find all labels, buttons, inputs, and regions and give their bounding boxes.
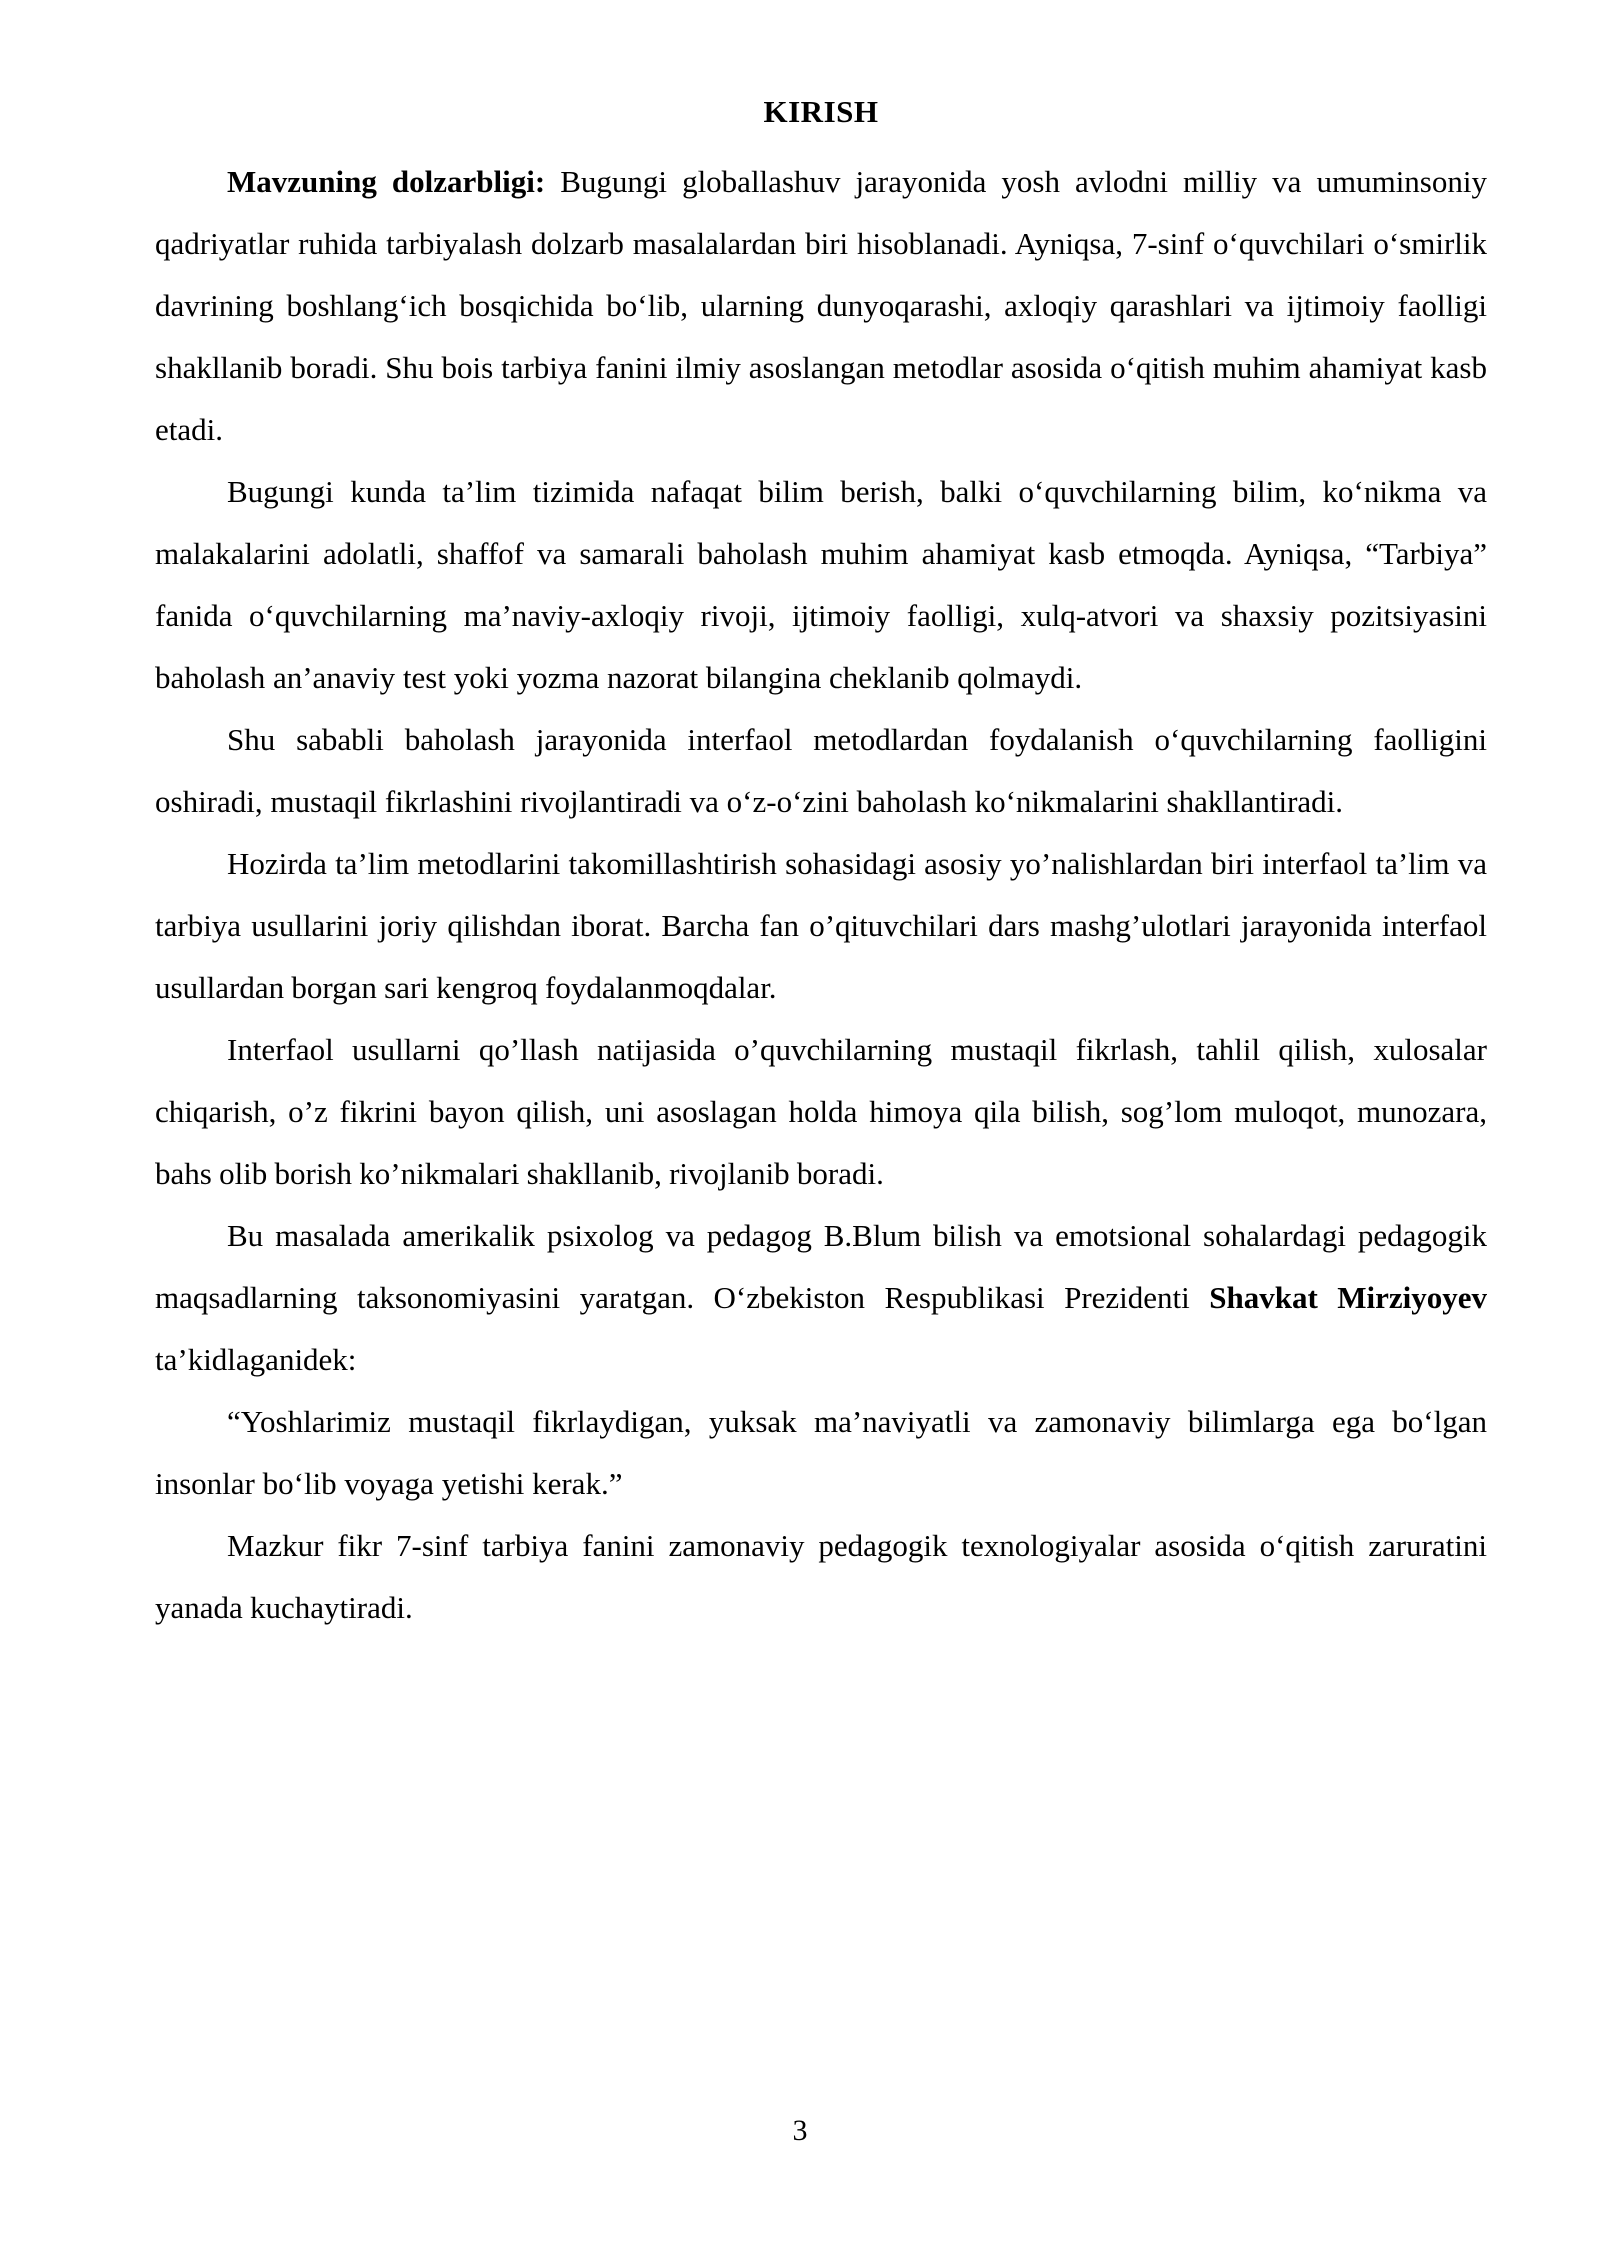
paragraph-6-bold-name: Shavkat Mirziyoyev (1209, 1280, 1487, 1315)
paragraph-6 (155, 1205, 1487, 1391)
paragraph-1-text: Bugungi globallashuv jarayonida yosh avlodni milliy va umuminsoniy qadriyatlar ruhida tarbiyalash dolzarb masalalardan biri hisoblanadi. Ayniqsa, 7-sinf o‘quvchilari o‘smirlik davrining boshlang‘ich bosqichida bo‘lib, ularning dunyoqarashi, axloqiy qarashlari va ijtimoiy faolligi shakllanib boradi. Shu bois tarbiya fanini ilmiy asoslangan metodlar asosida o‘qitish muhim ahamiyat kasb etadi. (155, 164, 1487, 447)
paragraph-2: Bugungi kunda ta’lim tizimida nafaqat bilim berish, balki o‘quvchilarning bilim, ko‘nikma va malakalarini adolatli, shaffof va samarali baholash muhim ahamiyat kasb etmoqda. Ayniqsa, “Tarbiya” fanida o‘quvchilarning ma’naviy-axloqiy rivoji, ijtimoiy faolligi, xulq-atvori va shaxsiy pozitsiyasini baholash an’anaviy test yoki yozma nazorat bilangina cheklanib qolmaydi. (155, 474, 1487, 695)
paragraph-3: Shu sababli baholash jarayonida interfaol metodlardan foydalanish o‘quvchilarning faolligini oshiradi, mustaqil fikrlashini rivojlantiradi va o‘z-o‘zini baholash ko‘nikmalarini shakllantiradi. (155, 722, 1487, 819)
paragraph-1 (155, 151, 1487, 461)
paragraph-4: Hozirda ta’lim metodlarini takomillashtirish sohasidagi asosiy yo’nalishlardan biri interfaol ta’lim va tarbiya usullarini joriy qilishdan iborat. Barcha fan o’qituvchilari dars mashg’ulotlari jarayonida interfaol usullardan borgan sari kengroq foydalanmoqdalar. (155, 846, 1487, 1005)
page-number: 3 (792, 2114, 808, 2147)
page-title: KIRISH (763, 94, 879, 129)
paragraph-6-text-after: ta’kidlaganidek: (155, 1342, 357, 1377)
paragraph-6-text-before: Bu masalada amerikalik psixolog va pedagog B.Blum bilish va emotsional sohalardagi pedagogik maqsadlarning taksonomiyasini yaratgan. O‘zbekiston Respublikasi Prezidenti (155, 1218, 1487, 1315)
page-content (155, 96, 1487, 1639)
paragraph-5: Interfaol usullarni qo’llash natijasida o’quvchilarning mustaqil fikrlash, tahlil qilish, xulosalar chiqarish, o’z fikrini bayon qilish, uni asoslagan holda himoya qila bilish, sog’lom muloqot, munozara, bahs olib borish ko’nikmalari shakllanib, rivojlanib boradi. (155, 1032, 1487, 1191)
paragraph-8: Mazkur fikr 7-sinf tarbiya fanini zamonaviy pedagogik texnologiyalar asosida o‘qitish zaruratini yanada kuchaytiradi. (155, 1528, 1487, 1625)
paragraph-1-lead-label: Mavzuning dolzarbligi: (227, 164, 546, 199)
paragraph-7-quote: “Yoshlarimiz mustaqil fikrlaydigan, yuksak ma’naviyatli va zamonaviy bilimlarga ega bo‘lgan insonlar bo‘lib voyaga yetishi kerak.” (155, 1404, 1487, 1501)
